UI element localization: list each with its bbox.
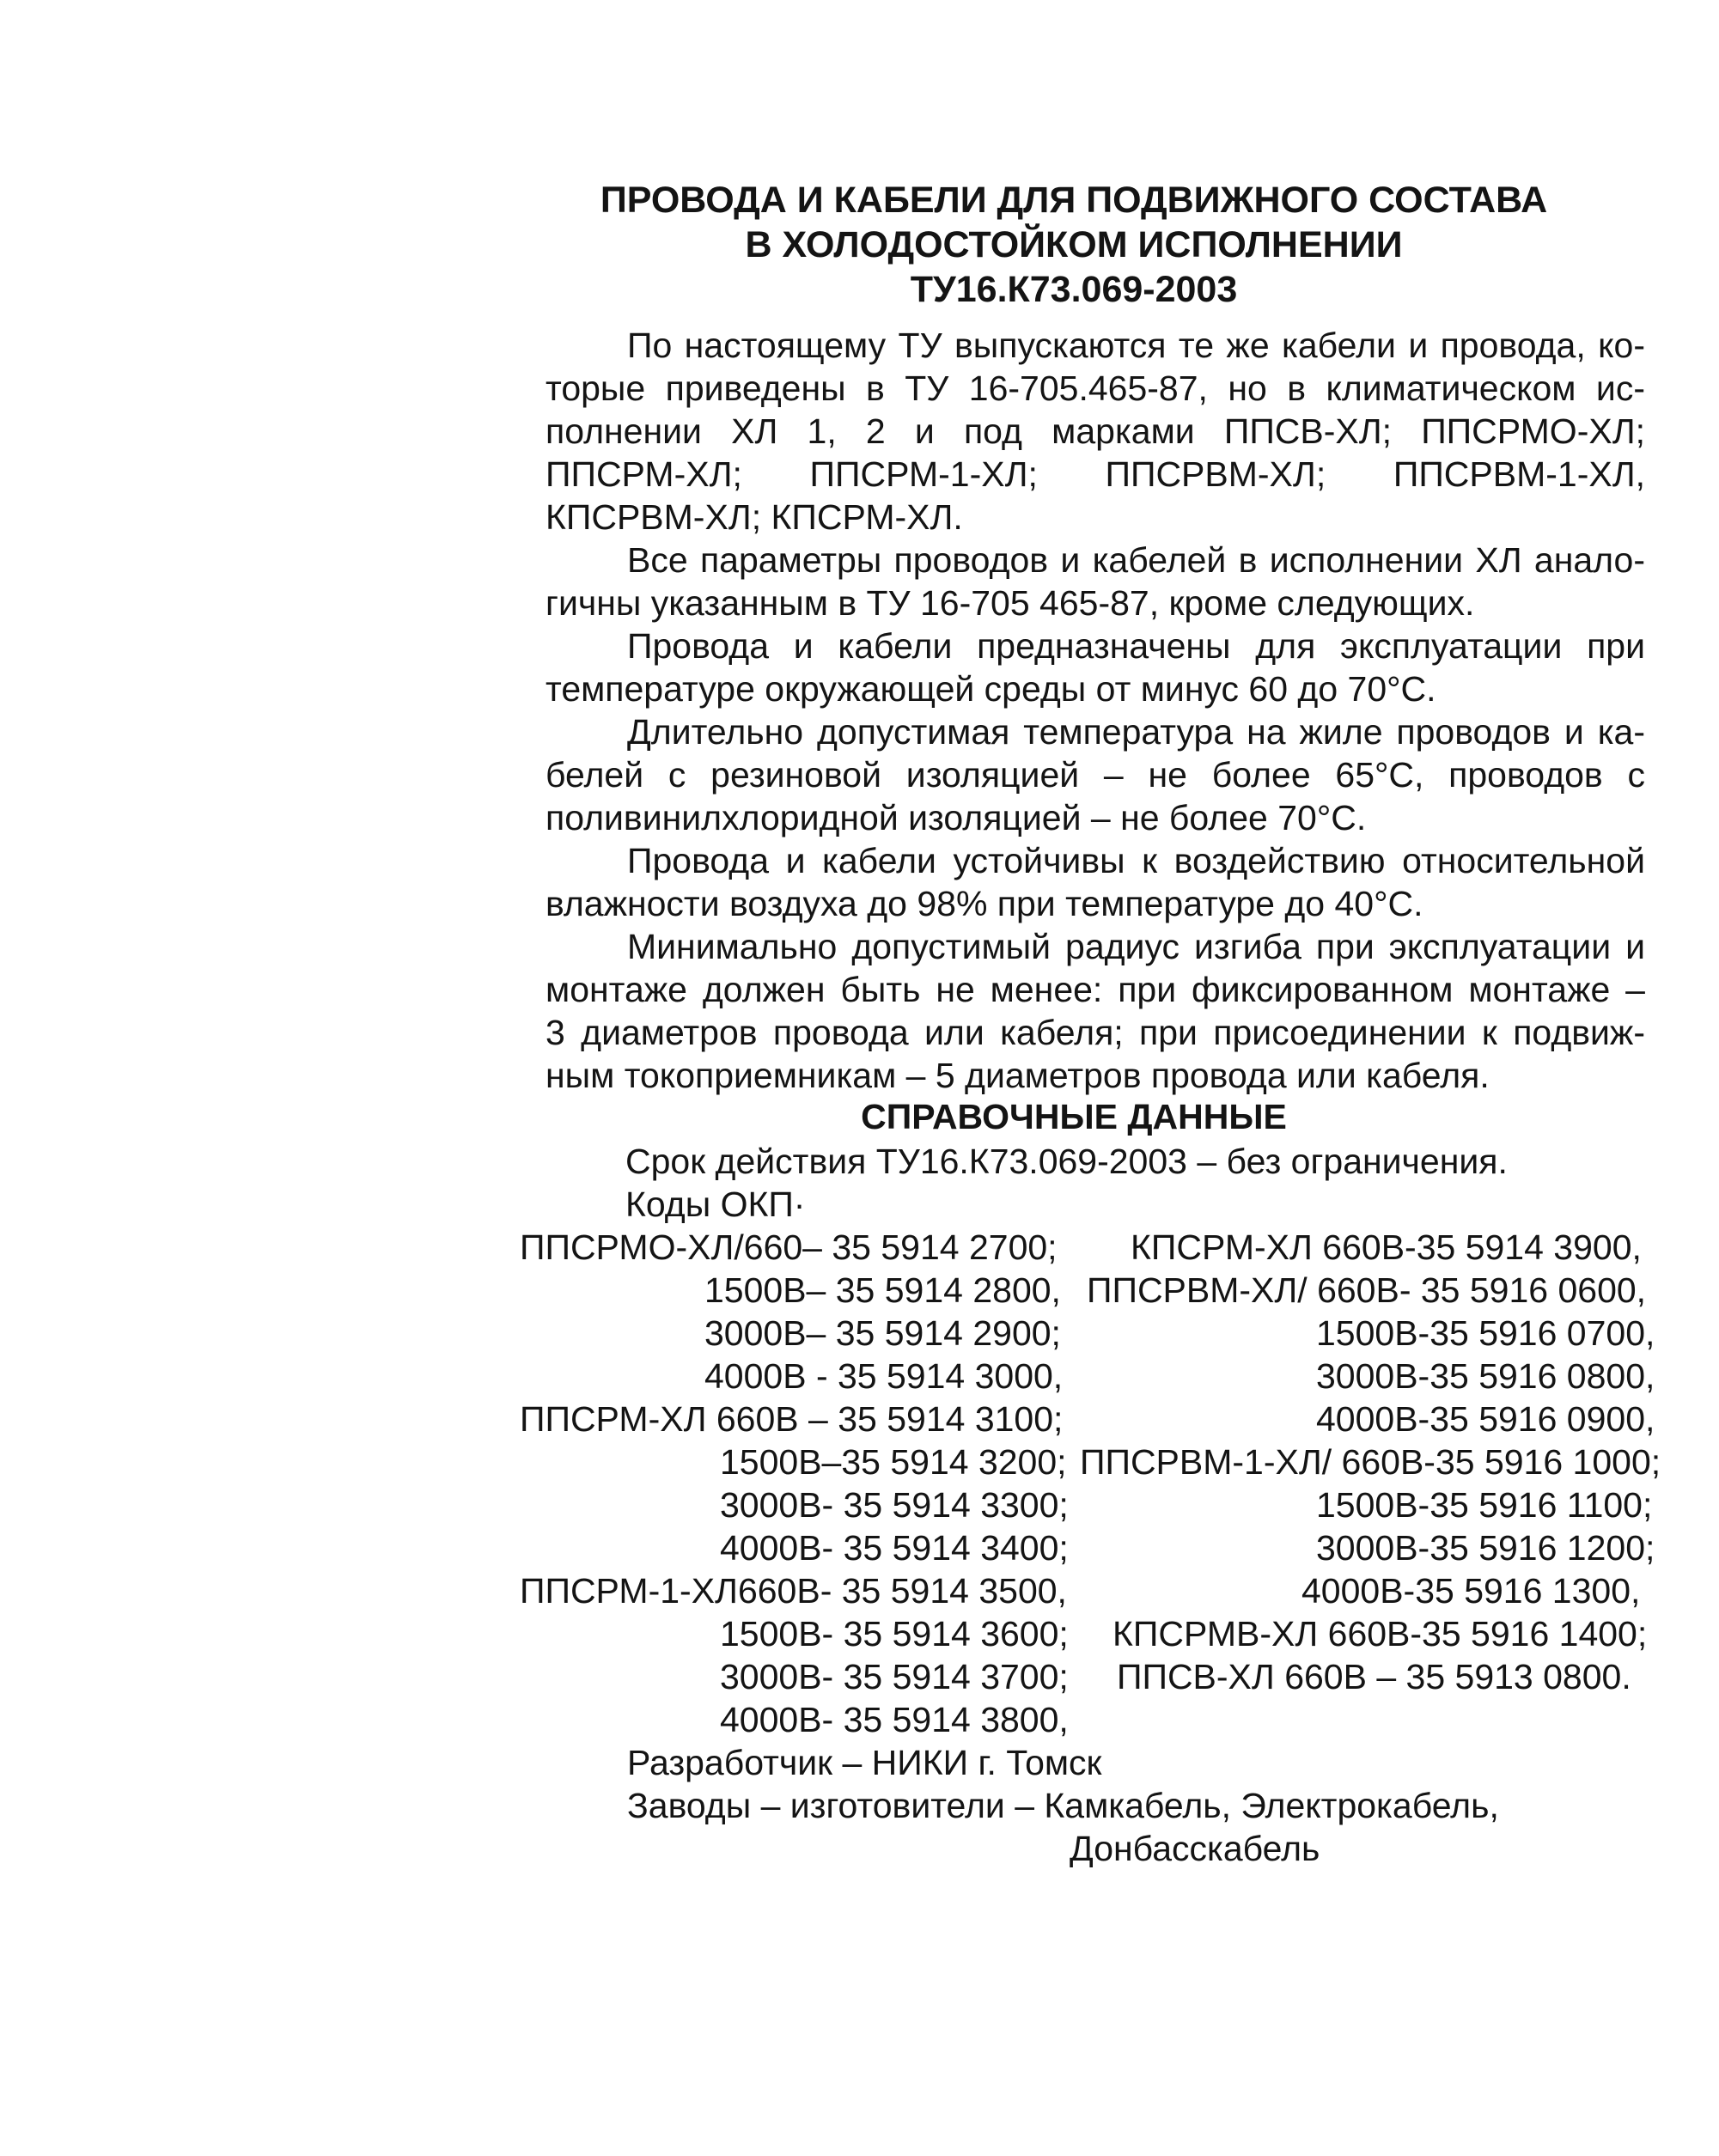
okp-code-left: 4000В- 35 5914 3400; — [720, 1528, 1069, 1568]
reference-section-title: СПРАВОЧНЫЕ ДАННЫЕ — [861, 1097, 1287, 1136]
manufacturers-line-cont: Донбасскабель — [1070, 1829, 1320, 1868]
okp-code-right: ППСРВМ-1-ХЛ/ 660В-35 5916 1000; — [1080, 1442, 1661, 1482]
manufacturers-line: Заводы – изготовители – Камкабель, Электрокабель, — [627, 1786, 1499, 1825]
okp-code-left: 4000В- 35 5914 3800, — [720, 1700, 1069, 1739]
validity-line: Срок действия ТУ16.К73.069-2003 – без ограничения. — [625, 1142, 1508, 1181]
okp-code-left: 1500В– 35 5914 2800, — [704, 1270, 1061, 1310]
okp-code-left: 4000В - 35 5914 3000, — [704, 1356, 1064, 1396]
okp-code-left: ППСРМ-ХЛ 660В – 35 5914 3100; — [520, 1399, 1064, 1439]
body-line: полнении ХЛ 1, 2 и под марками ППСВ-ХЛ; ППСРМО-ХЛ; — [546, 411, 1645, 451]
okp-code-right: 3000В-35 5916 1200; — [1316, 1528, 1655, 1568]
okp-code-left: ППСРМО-ХЛ/660– 35 5914 2700; — [520, 1227, 1058, 1267]
document-title-line2: В ХОЛОДОСТОЙКОМ ИСПОЛНЕНИИ — [745, 224, 1403, 265]
okp-code-left: 3000В- 35 5914 3700; — [720, 1657, 1069, 1696]
okp-code-right: 4000В-35 5916 1300, — [1301, 1571, 1641, 1611]
okp-code-left: 3000В– 35 5914 2900; — [704, 1313, 1061, 1353]
okp-code-right: ППСВ-ХЛ 660В – 35 5913 0800. — [1117, 1657, 1631, 1696]
spec-code: ТУ16.К73.069-2003 — [910, 269, 1238, 310]
okp-code-left: 1500В–35 5914 3200; — [720, 1442, 1067, 1482]
okp-code-right: 1500В-35 5916 0700, — [1316, 1313, 1655, 1353]
body-line: белей с резиновой изоляцией – не более 65°С, проводов с — [546, 755, 1645, 795]
body-line: 3 диаметров провода или кабеля; при присоединении к подвиж- — [546, 1013, 1645, 1052]
okp-code-right: КПСРМ-ХЛ 660В-35 5914 3900, — [1131, 1227, 1642, 1267]
okp-code-right: 4000В-35 5916 0900, — [1316, 1399, 1655, 1439]
body-line: влажности воздуха до 98% при температуре до 40°С. — [546, 884, 1423, 923]
body-line: Минимально допустимый радиус изгиба при эксплуатации и — [627, 927, 1645, 966]
okp-code-left: ППСРМ-1-ХЛ660В- 35 5914 3500, — [520, 1571, 1067, 1611]
body-line: ным токоприемникам – 5 диаметров провода или кабеля. — [546, 1056, 1490, 1095]
developer-line: Разработчик – НИКИ г. Томск — [627, 1743, 1102, 1782]
body-line: ППСРМ-ХЛ; ППСРМ-1-ХЛ; ППСРВМ-ХЛ; ППСРВМ-1-ХЛ, — [546, 454, 1645, 494]
document-title-line1: ПРОВОДА И КАБЕЛИ ДЛЯ ПОДВИЖНОГО СОСТАВА — [600, 180, 1548, 221]
body-line: Длительно допустимая температура на жиле проводов и ка- — [627, 712, 1645, 752]
okp-code-left: 1500В- 35 5914 3600; — [720, 1614, 1069, 1654]
body-line: температуре окружающей среды от минус 60 до 70°С. — [546, 669, 1436, 709]
okp-code-left: 3000В- 35 5914 3300; — [720, 1485, 1069, 1525]
okp-code-right: КПСРМВ-ХЛ 660В-35 5916 1400; — [1112, 1614, 1648, 1654]
body-line: КПСРВМ-ХЛ; КПСРМ-ХЛ. — [546, 497, 963, 537]
body-line: торые приведены в ТУ 16-705.465-87, но в климатическом ис- — [546, 368, 1645, 408]
body-line: По настоящему ТУ выпускаются те же кабели и провода, ко- — [627, 326, 1645, 365]
body-line: Все параметры проводов и кабелей в исполнении ХЛ анало- — [627, 540, 1645, 580]
body-line: Провода и кабели устойчивы к воздействию относительной — [627, 841, 1645, 880]
okp-code-right: 3000В-35 5916 0800, — [1316, 1356, 1655, 1396]
okp-code-right: ППСРВМ-ХЛ/ 660В- 35 5916 0600, — [1087, 1270, 1647, 1310]
okp-label: Коды ОКП· — [625, 1185, 806, 1224]
body-line: монтаже должен быть не менее: при фиксированном монтаже – — [546, 970, 1645, 1009]
body-line: Провода и кабели предназначены для эксплуатации при — [627, 626, 1645, 666]
body-line: гичны указанным в ТУ 16-705 465-87, кроме следующих. — [546, 583, 1475, 623]
body-line: поливинилхлоридной изоляцией – не более 70°С. — [546, 798, 1367, 837]
okp-code-right: 1500В-35 5916 1100; — [1316, 1485, 1653, 1525]
